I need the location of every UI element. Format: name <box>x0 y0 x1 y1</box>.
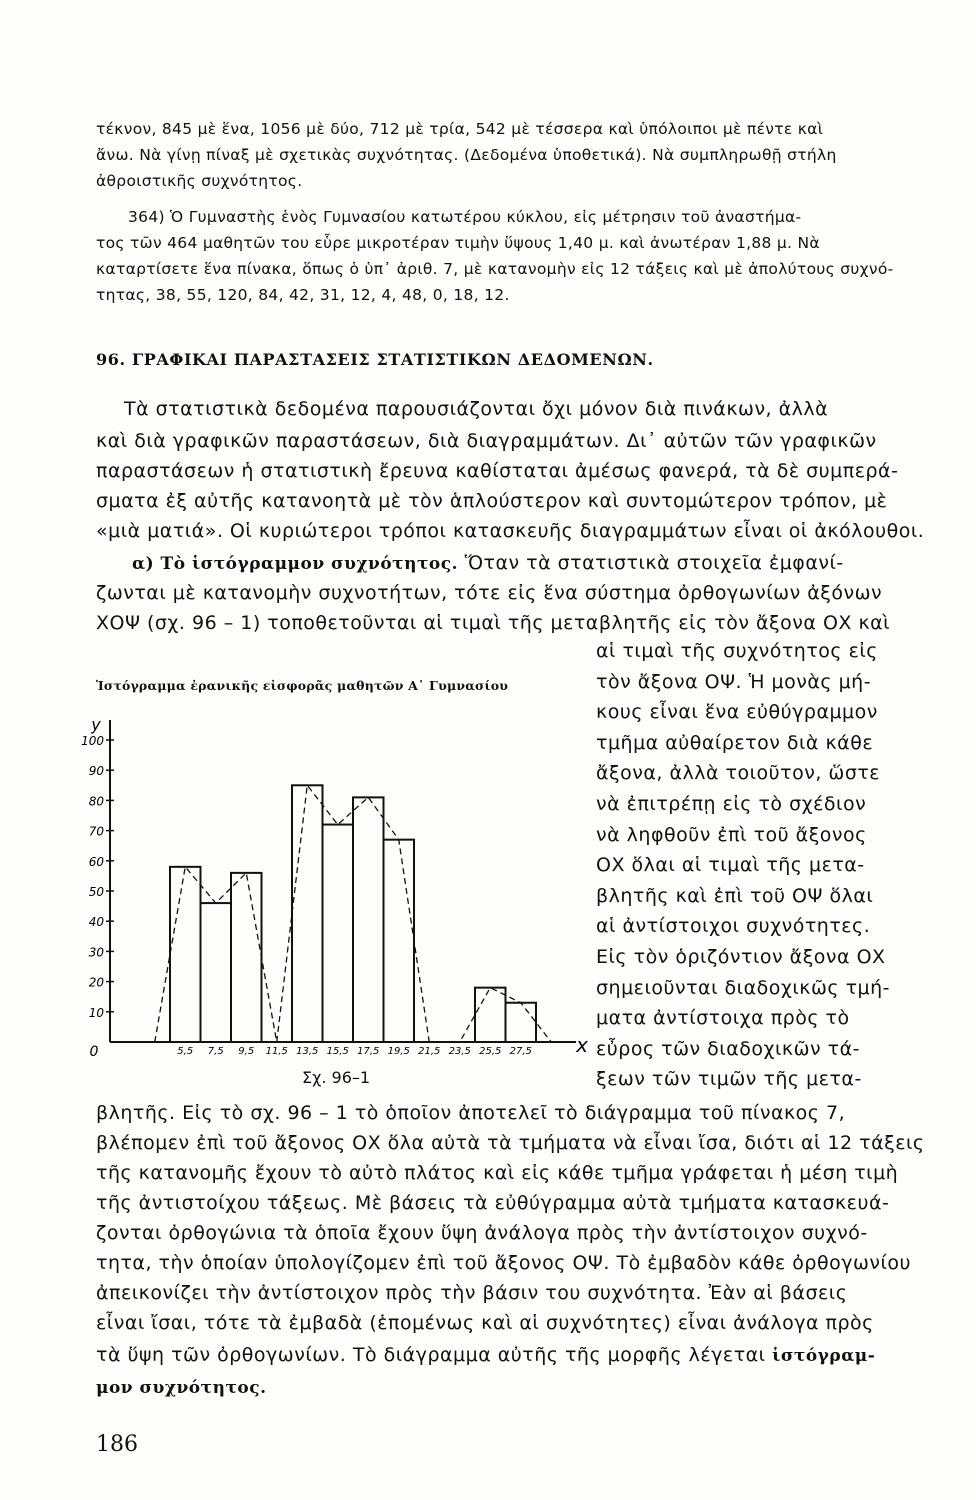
exercise-364-line-4: τητας, 38, 55, 120, 84, 42, 31, 12, 4, 48, 0, 18, 12. <box>96 286 510 304</box>
x-tick-label: 11,5 <box>265 1046 288 1057</box>
x-tick-label: 19,5 <box>387 1046 410 1057</box>
histogram-chart <box>80 700 590 1068</box>
y-tick-label: 50 <box>88 885 104 899</box>
x-tick-label: 21,5 <box>418 1046 441 1057</box>
closing-line-10 <box>96 1376 922 1398</box>
intro-line-5: «μιὰ ματιά». Οἱ κυριώτεροι τρόποι κατασκευῆς διαγραμμάτων εἶναι οἱ ἀκόλουθοι. <box>96 520 925 542</box>
y-tick-label: 60 <box>88 854 104 869</box>
y-tick-label: 80 <box>88 794 104 809</box>
right-column-line: νὰ ἐπιτρέπῃ εἰς τὸ σχέδιον <box>596 793 867 815</box>
subsection-label: α) Τὸ ἱστόγραμμον συχνότητος. <box>132 554 459 574</box>
right-column-line: βλητῆς καὶ ἐπὶ τοῦ ΟΨ ὅλαι <box>596 884 874 907</box>
exercise-364-line-2: τος τῶν 464 μαθητῶν του εὗρε μικροτέραν τιμὴν ὕψους 1,40 μ. καὶ ἀνωτέραν 1,88 μ. Νὰ <box>96 234 820 252</box>
histogram-bar <box>292 785 323 1042</box>
closing-term-part-2: μον συχνότητος. <box>96 1378 267 1398</box>
right-column-line: ματα ἀντίστοιχα πρὸς τὸ <box>596 1007 850 1030</box>
closing-line-1: βλητῆς. Εἰς τὸ σχ. 96 – 1 τὸ ὁποῖον ἀποτελεῖ τὸ διάγραμμα τοῦ πίνακος 7, <box>96 1102 846 1124</box>
right-column-line: ξεων τῶν τιμῶν τῆς μετα- <box>596 1068 862 1091</box>
closing-line-2: βλέπομεν ἐπὶ τοῦ ἄξονος ΟΧ ὅλα αὐτὰ τὰ τμήματα νὰ εἶναι ἴσα, διότι αἱ 12 τάξεις <box>96 1132 925 1154</box>
x-tick-label: 7,5 <box>207 1046 224 1057</box>
x-tick-label: 9,5 <box>238 1046 255 1057</box>
right-column-line: τὸν ἄξονα ΟΨ. Ἡ μονὰς μή- <box>596 670 872 693</box>
origin-label: 0 <box>89 1044 99 1060</box>
section-number: 96. <box>96 350 126 369</box>
right-column-line: αἱ ἀντίστοιχοι συχνότητες. <box>596 915 871 938</box>
histogram-bar <box>170 867 201 1042</box>
histogram-bar <box>353 797 384 1042</box>
y-tick-label: 20 <box>88 975 104 990</box>
figure-caption: Σχ. 96–1 <box>302 1068 371 1087</box>
closing-line-5: ζονται ὀρθογώνια τὰ ὁποῖα ἔχουν ὕψη ἀνάλογα πρὸς τὴν ἀντίστοιχον συχνό- <box>96 1222 868 1244</box>
x-tick-label: 23,5 <box>448 1046 471 1057</box>
x-tick-label: 27,5 <box>509 1046 532 1057</box>
right-column-line: ἄξονα, ἀλλὰ τοιοῦτον, ὥστε <box>596 762 881 785</box>
intro-line-2: καὶ διὰ γραφικῶν παραστάσεων, διὰ διαγραμμάτων. Δι᾽ αὐτῶν τῶν γραφικῶν <box>96 430 877 452</box>
y-tick-label: 10 <box>88 1005 104 1020</box>
closing-line-3: τῆς κατανομῆς ἔχουν τὸ αὐτὸ πλάτος καὶ εἰς κάθε τμῆμα γράφεται ἡ μέση τιμὴ <box>96 1162 899 1184</box>
y-tick-label: 30 <box>88 945 104 960</box>
exercise-364-line-1: 364) Ὁ Γυμναστὴς ἑνὸς Γυμνασίου κατωτέρου κύκλου, εἰς μέτρησιν τοῦ ἀναστήμα- <box>128 208 802 226</box>
closing-line-7: ἀπεικονίζει τὴν ἀντίστοιχον πρὸς τὴν βάσιν του συχνότητα. Ἐὰν αἱ βάσεις <box>96 1282 848 1304</box>
intro-line-3: παραστάσεων ἡ στατιστικὴ ἔρευνα καθίσταται ἀμέσως φανερά, τὰ δὲ συμπερά- <box>96 460 899 482</box>
chart-title: Ἱστόγραμμα ἐρανικῆς εἰσφορᾶς μαθητῶν Α᾽ Γυμνασίου <box>96 678 509 693</box>
right-column-line: ΟΧ ὅλαι αἱ τιμαὶ τῆς μετα- <box>596 854 865 877</box>
section-title: ΓΡΑΦΙΚΑΙ ΠΑΡΑΣΤΑΣΕΙΣ ΣΤΑΤΙΣΤΙΚΩΝ ΔΕΔΟΜΕΝΩΝ. <box>131 350 654 369</box>
x-tick-label: 15,5 <box>326 1046 349 1057</box>
x-tick-label: 13,5 <box>296 1046 319 1057</box>
closing-line-4: τῆς ἀντιστοίχου τάξεως. Μὲ βάσεις τὰ εὐθύγραμμα αὐτὰ τμήματα κατασκευά- <box>96 1192 890 1214</box>
subsection-line-2: ζωνται μὲ κατανομὴν συχνοτήτων, τότε εἰς ἕνα σύστημα ὀρθογωνίων ἀξόνων <box>96 582 883 604</box>
right-column-line: σημειοῦνται διαδοχικῶς τμή- <box>596 976 890 999</box>
histogram-bar <box>384 840 415 1042</box>
right-column-line: νὰ ληφθοῦν ἐπὶ τοῦ ἄξονος <box>596 823 867 846</box>
x-tick-label: 17,5 <box>357 1046 380 1057</box>
right-column-line: αἱ τιμαὶ τῆς συχνότητος εἰς <box>596 640 878 662</box>
histogram-bar <box>506 1003 537 1042</box>
subsection-line-1-rest: Ὅταν τὰ στατιστικὰ στοιχεῖα ἐμφανί- <box>464 552 844 574</box>
histogram-bar <box>323 825 354 1042</box>
closing-term-part-1: ἱστόγραμ- <box>772 1346 876 1366</box>
subsection-line-1 <box>132 552 922 574</box>
histogram-bar <box>231 873 262 1042</box>
closing-line-8: εἶναι ἴσαι, τότε τὰ ἐμβαδὰ (ἑπομένως καὶ αἱ συχνότητες) εἶναι ἀνάλογα πρὸς <box>96 1312 874 1334</box>
y-tick-label: 100 <box>81 734 104 748</box>
histogram-bar <box>201 903 232 1042</box>
right-column-line: Εἰς τὸν ὁριζόντιον ἄξονα ΟΧ <box>596 946 886 968</box>
x-axis-label: x <box>576 1033 588 1057</box>
closing-line-9-text: τὰ ὕψη τῶν ὀρθογωνίων. Τὸ διάγραμμα αὐτῆς τῆς μορφῆς λέγεται <box>96 1344 766 1366</box>
exercise-line-1: τέκνον, 845 μὲ ἕνα, 1056 μὲ δύο, 712 μὲ τρία, 542 μὲ τέσσερα καὶ ὑπόλοιποι μὲ πέντε καὶ <box>96 120 824 138</box>
right-column-line: κους εἶναι ἕνα εὐθύγραμμον <box>596 701 878 724</box>
y-axis-label: y <box>91 715 101 734</box>
histogram-bar <box>475 988 506 1042</box>
intro-line-4: σματα ἐξ αὐτῆς κατανοητὰ μὲ τὸν ἁπλούστερον καὶ συντομώτερον τρόπον, μὲ <box>96 490 888 512</box>
x-tick-label: 5,5 <box>177 1046 194 1057</box>
closing-line-9 <box>96 1344 922 1366</box>
y-tick-label: 40 <box>88 915 104 930</box>
page-number: 186 <box>96 1432 138 1457</box>
y-tick-label: 70 <box>88 824 104 839</box>
section-heading <box>96 350 654 369</box>
exercise-line-3: ἀθροιστικῆς συχνότητος. <box>96 172 303 190</box>
intro-line-1: Τὰ στατιστικὰ δεδομένα παρουσιάζονται ὄχι μόνον διὰ πινάκων, ἀλλὰ <box>124 398 829 420</box>
subsection-line-3: ΧΟΨ (σχ. 96 – 1) τοποθετοῦνται αἱ τιμαὶ τῆς μεταβλητῆς εἰς τὸν ἄξονα ΟΧ καὶ <box>96 612 891 634</box>
right-column-line: εὖρος τῶν διαδοχικῶν τά- <box>596 1037 860 1060</box>
closing-line-6: τητα, τὴν ὁποίαν ὑπολογίζομεν ἐπὶ τοῦ ἄξονος ΟΨ. Τὸ ἐμβαδὸν κάθε ὀρθογωνίου <box>96 1252 912 1274</box>
exercise-line-2: ἄνω. Νὰ γίνῃ πίναξ μὲ σχετικὰς συχνότητας. (Δεδομένα ὑποθετικά). Νὰ συμπληρωθῇ στήλη <box>96 146 837 164</box>
right-column-line: τμῆμα αὐθαίρετον διὰ κάθε <box>596 731 874 754</box>
y-tick-label: 90 <box>88 764 104 779</box>
x-tick-label: 25,5 <box>479 1046 502 1057</box>
exercise-364-line-3: καταρτίσετε ἕνα πίνακα, ὅπως ὁ ὑπ᾽ ἀριθ. 7, μὲ κατανομὴν εἰς 12 τάξεις καὶ μὲ ἀπολύτους συχνό- <box>96 260 894 278</box>
